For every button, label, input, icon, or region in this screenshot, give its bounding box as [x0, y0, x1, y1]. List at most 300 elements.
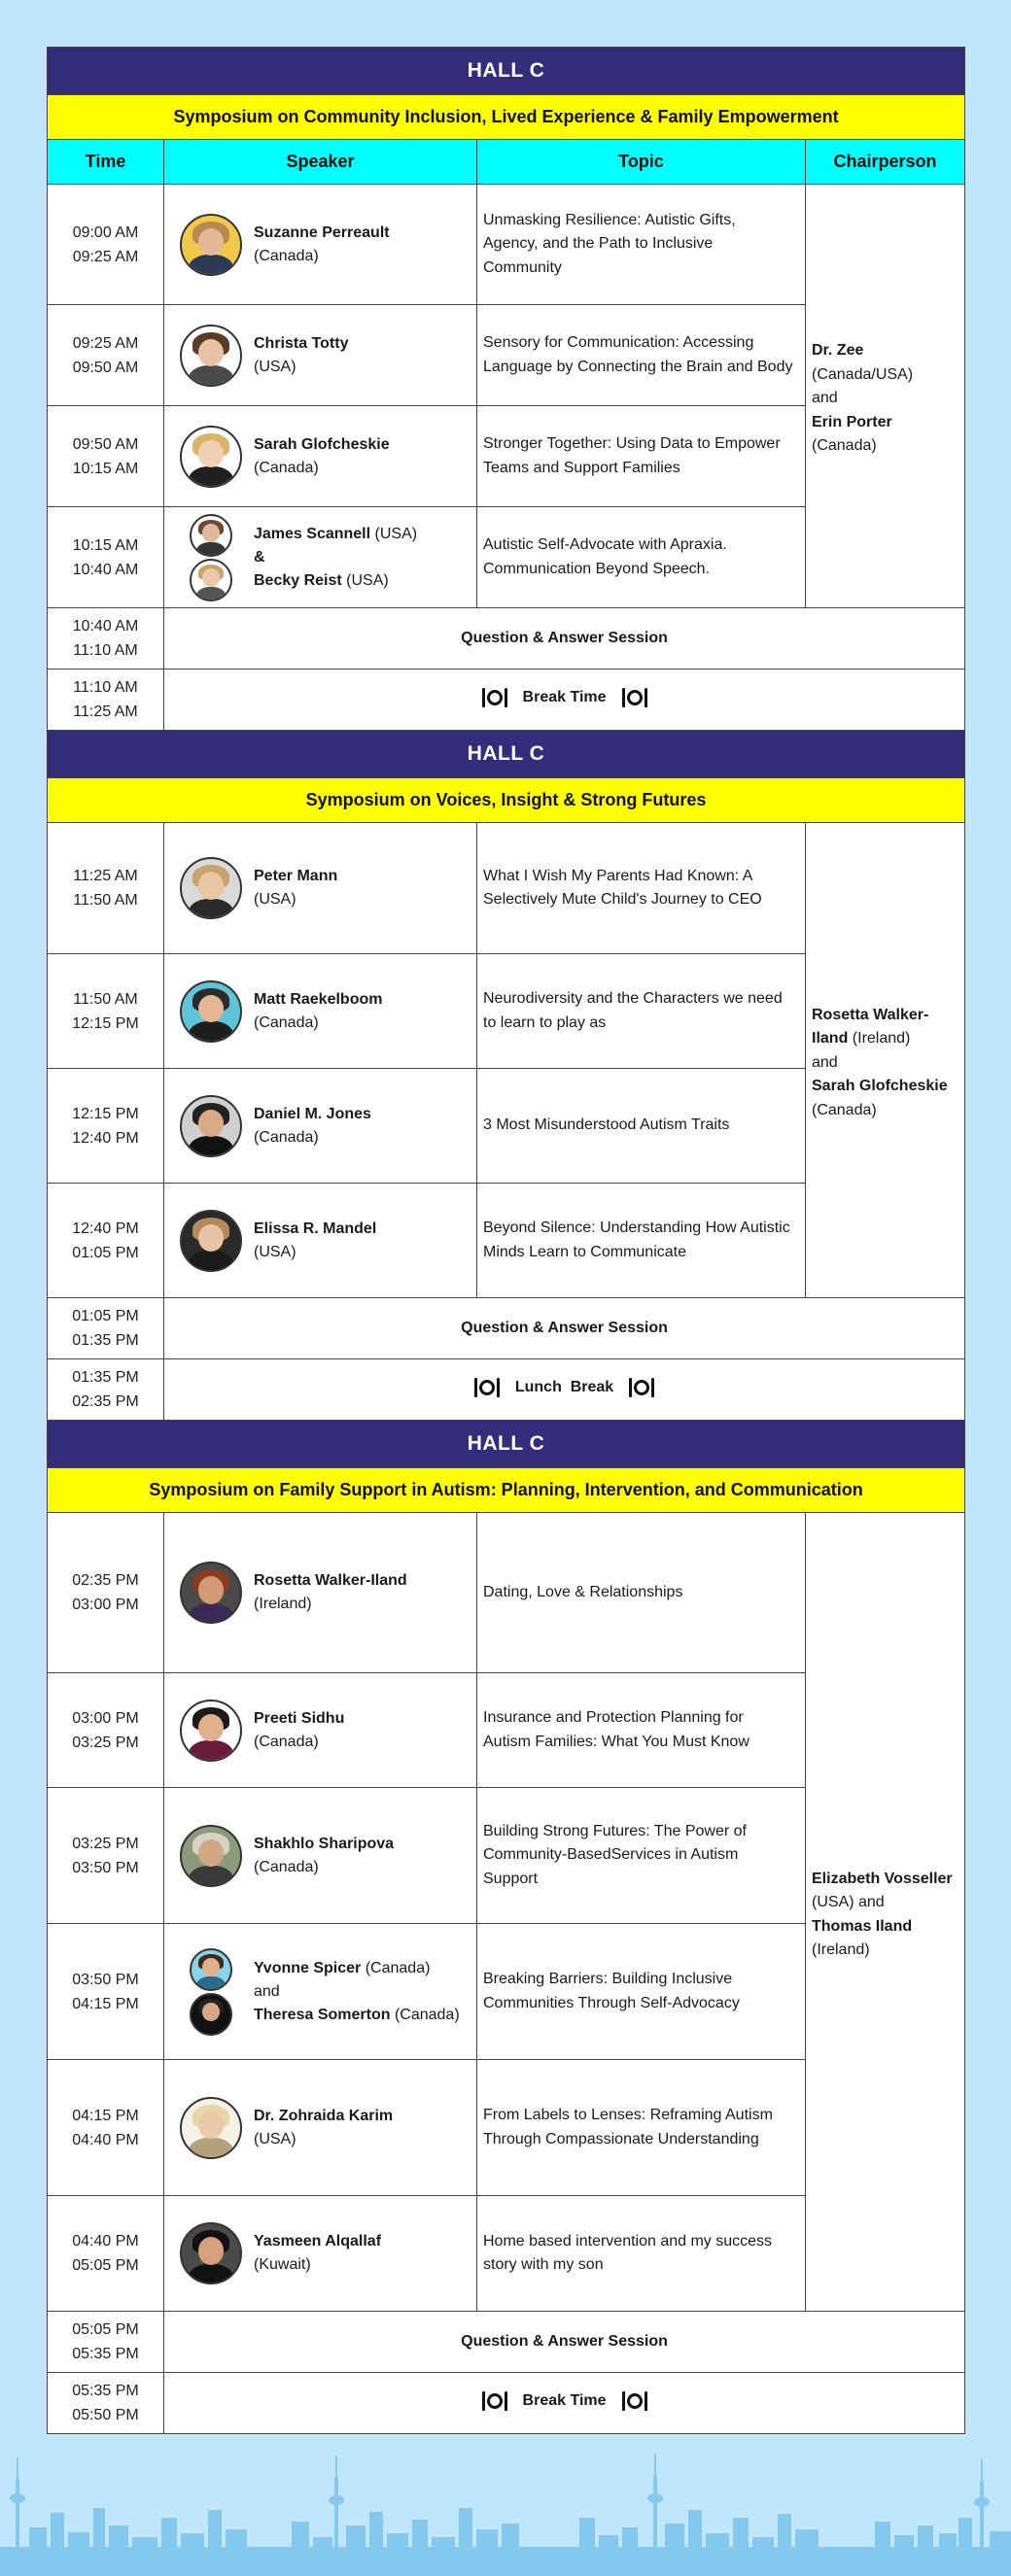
speaker-cell [164, 1184, 477, 1298]
speaker-wrap [180, 1825, 465, 1887]
speaker-avatar [180, 2222, 242, 2284]
speaker-name-line [254, 332, 348, 356]
speaker-cell [164, 507, 477, 608]
symposium-row [48, 778, 965, 823]
end-time: 05:05 PM [72, 2257, 139, 2274]
hall-header-row [48, 731, 965, 778]
speaker-name: Dr. Zohraida Karim [254, 2107, 394, 2124]
speaker-name-line [254, 2230, 381, 2253]
fork-shape [622, 688, 625, 707]
speaker-name-line [254, 988, 382, 1012]
knife-shape [505, 688, 507, 707]
dining-icon [622, 687, 647, 708]
break-label: Lunch Break [514, 1378, 614, 1395]
speaker-name-line [254, 569, 417, 593]
start-time: 11:10 AM [73, 679, 138, 696]
speaker-name-line [254, 1957, 460, 1980]
speaker-text [254, 865, 337, 911]
speaker-text [254, 1218, 376, 1264]
speaker-text [254, 332, 348, 379]
speaker-cell [164, 1788, 477, 1924]
avatar-shape [198, 1839, 224, 1868]
dining-icon [482, 2390, 507, 2412]
city-skyline-decoration [0, 2440, 1011, 2576]
speaker-cell [164, 1924, 477, 2060]
end-time: 05:35 PM [72, 2346, 139, 2362]
speaker-text [254, 2230, 381, 2277]
time-cell [48, 507, 164, 608]
speaker-country: (Canada) [254, 1733, 319, 1750]
speaker-cell [164, 2060, 477, 2196]
time-cell [48, 823, 164, 954]
speaker-name: Yvonne Spicer [254, 1959, 362, 1976]
end-time: 11:10 AM [73, 642, 138, 659]
qa-row [48, 608, 965, 670]
chairperson-name: Erin Porter [812, 413, 892, 430]
avatar-shape [198, 995, 224, 1023]
end-time: 03:25 PM [72, 1734, 139, 1751]
avatar-shape [189, 2138, 233, 2158]
plate-shape [487, 2393, 503, 2409]
plate-shape [634, 1380, 649, 1395]
avatar-shape [198, 228, 224, 257]
speaker-country: (Canada) [254, 1128, 319, 1146]
speaker-country: (USA) [254, 2130, 296, 2147]
dining-icon [474, 1377, 500, 1398]
start-time: 10:15 AM [72, 536, 139, 554]
symposium-title: Symposium on Voices, Insight & Strong Futures [48, 778, 965, 823]
speaker-avatar [180, 2097, 242, 2159]
hall-title: HALL C [48, 1421, 965, 1468]
hall-header-row [48, 48, 965, 95]
chairperson-name: Elizabeth Vosseller [812, 1870, 953, 1887]
time-cell [48, 1513, 164, 1673]
start-time: 03:00 PM [72, 1709, 139, 1727]
speaker-text [254, 1707, 344, 1754]
start-time: 04:15 PM [72, 2107, 139, 2124]
speaker-avatar [190, 559, 232, 601]
fork-shape [474, 1378, 477, 1397]
speaker-wrap [180, 1947, 465, 2037]
speaker-name: Matt Raekelboom [254, 990, 383, 1008]
avatar-shape [198, 872, 224, 900]
avatar-shape [198, 1110, 224, 1138]
knife-shape [645, 688, 647, 707]
speaker-name: Yasmeen Alqallaf [254, 2233, 382, 2250]
avatar-shape [198, 339, 224, 367]
start-time: 01:05 PM [72, 1308, 139, 1324]
fork-shape [482, 2391, 485, 2411]
chairperson-entry [812, 1868, 959, 1915]
speaker-country: (USA) [374, 525, 418, 542]
symposium-title: Symposium on Community Inclusion, Lived Experience & Family Empowerment [48, 95, 965, 140]
column-header-topic: Topic [477, 140, 806, 185]
break-label-wrap [474, 1377, 654, 1398]
speaker-avatar [180, 1825, 242, 1887]
speaker-cell [164, 305, 477, 406]
start-time: 12:15 PM [72, 1105, 139, 1122]
end-time: 01:35 PM [72, 1332, 139, 1349]
chairperson-name: Dr. Zee [812, 342, 864, 360]
end-time: 12:15 PM [72, 1014, 139, 1032]
speaker-name-line [254, 2004, 460, 2027]
start-time: 11:50 AM [73, 990, 138, 1008]
speaker-avatar [190, 514, 232, 557]
chairperson-cell [806, 823, 965, 1298]
chair-joiner: and [812, 390, 838, 407]
qa-row [48, 1298, 965, 1359]
schedule-table [47, 47, 965, 2434]
avatar-shape [198, 2112, 224, 2140]
break-cell [164, 670, 965, 731]
speaker-avatar [180, 1210, 242, 1272]
time-cell [48, 1069, 164, 1184]
speaker-wrap [180, 2097, 465, 2159]
start-time: 11:25 AM [73, 868, 138, 884]
speaker-country: (Canada) [254, 459, 319, 476]
avatar-shape [189, 1136, 233, 1156]
speaker-name: James Scannell [254, 525, 371, 542]
topic-cell: Breaking Barriers: Building Inclusive Communities Through Self-Advocacy [477, 1924, 806, 2060]
knife-shape [505, 2391, 507, 2411]
speaker-name: Elissa R. Mandel [254, 1219, 377, 1237]
speaker-avatar [180, 426, 242, 488]
speaker-name: Daniel M. Jones [254, 1105, 371, 1122]
dining-icon [622, 2390, 647, 2412]
speaker-avatar-pair [180, 513, 242, 602]
speaker-name: Rosetta Walker-Iland [254, 1572, 407, 1589]
end-time: 03:00 PM [72, 1597, 139, 1613]
knife-shape [651, 1378, 654, 1397]
speaker-country: (USA) [346, 571, 389, 589]
chairperson-country: (Canada) [812, 1101, 877, 1118]
speaker-wrap [180, 214, 465, 276]
speaker-name: Suzanne Perreault [254, 223, 390, 241]
topic-cell: What I Wish My Parents Had Known: A Selectively Mute Child's Journey to CEO [477, 823, 806, 954]
speaker-name-line [254, 1103, 371, 1126]
avatar-shape [196, 2021, 226, 2036]
start-time: 05:05 PM [72, 2321, 139, 2338]
speaker-country: (USA) [254, 891, 296, 908]
time-cell [48, 954, 164, 1069]
speaker-wrap [180, 426, 465, 488]
speaker-name-line [254, 523, 417, 546]
avatar-shape [189, 466, 233, 487]
break-cell [164, 1359, 965, 1421]
speaker-wrap [180, 1210, 465, 1272]
avatar-shape [189, 1866, 233, 1886]
qa-label: Question & Answer Session [164, 1298, 965, 1359]
topic-cell: Autistic Self-Advocate with Apraxia. Communication Beyond Speech. [477, 507, 806, 608]
time-cell [48, 1673, 164, 1788]
end-time: 11:25 AM [73, 704, 138, 720]
end-time: 10:15 AM [72, 460, 139, 477]
avatar-shape [198, 2237, 224, 2265]
topic-cell: Beyond Silence: Understanding How Autistic Minds Learn to Communicate [477, 1184, 806, 1298]
speaker-cell [164, 185, 477, 305]
end-time: 02:35 PM [72, 1393, 139, 1410]
speaker-avatar [180, 1562, 242, 1624]
avatar-shape [189, 1021, 233, 1042]
chairperson-entry [812, 411, 959, 459]
speaker-wrap [180, 980, 465, 1043]
start-time: 09:00 AM [72, 223, 139, 241]
speaker-avatar [180, 214, 242, 276]
speaker-name-line [254, 1833, 394, 1856]
start-time: 04:40 PM [72, 2233, 139, 2250]
chairperson-cell [806, 1513, 965, 2312]
speaker-country: (Kuwait) [254, 2256, 311, 2273]
chairperson-entry [812, 1915, 959, 1963]
session-row [48, 185, 965, 305]
time-cell [48, 406, 164, 507]
knife-shape [497, 1378, 500, 1397]
break-row [48, 1359, 965, 1421]
speaker-country: (Canada) [254, 1858, 319, 1875]
fork-shape [482, 688, 485, 707]
speaker-wrap [180, 857, 465, 919]
time-cell [48, 1788, 164, 1924]
avatar-shape [196, 542, 226, 557]
start-time: 12:40 PM [72, 1219, 139, 1237]
speaker-cell [164, 406, 477, 507]
plate-shape [487, 690, 503, 705]
session-row [48, 1513, 965, 1673]
plate-shape [627, 690, 643, 705]
hall-title: HALL C [48, 48, 965, 95]
topic-cell: Dating, Love & Relationships [477, 1513, 806, 1673]
chairperson-cell [806, 185, 965, 608]
speaker-country: (Canada) [254, 247, 319, 264]
chairperson-entry [812, 1075, 959, 1122]
speaker-text [254, 433, 390, 480]
chairperson-name: Thomas Iland [812, 1917, 913, 1935]
end-time: 09:50 AM [72, 359, 139, 376]
session-row [48, 823, 965, 954]
speaker-name: Theresa Somerton [254, 2006, 391, 2023]
start-time: 05:35 PM [72, 2383, 139, 2399]
speaker-avatar [190, 1993, 232, 2036]
speaker-country: (Ireland) [254, 1596, 312, 1612]
qa-row [48, 2312, 965, 2373]
topic-cell: Home based intervention and my success story with my son [477, 2196, 806, 2312]
speaker-name: Shakhlo Sharipova [254, 1835, 395, 1852]
avatar-shape [198, 1224, 224, 1253]
break-label: Break Time [522, 688, 607, 705]
start-time: 03:50 PM [72, 1971, 139, 1988]
speaker-name: Sarah Glofcheskie [254, 435, 390, 453]
avatar-shape [189, 255, 233, 275]
speaker-text [254, 2105, 393, 2151]
speaker-country: (Canada) [394, 2006, 460, 2023]
speaker-name-line [254, 865, 337, 888]
time-cell [48, 670, 164, 731]
break-label-wrap [482, 687, 647, 708]
time-cell [48, 2060, 164, 2196]
avatar-shape [189, 365, 233, 386]
chairperson-country: (Canada/USA) [812, 365, 914, 383]
fork-shape [629, 1378, 632, 1397]
start-time: 09:25 AM [72, 334, 139, 352]
avatar-shape [189, 1603, 233, 1624]
time-cell [48, 608, 164, 670]
break-label-wrap [482, 2390, 647, 2412]
chair-joiner: and [812, 1053, 838, 1071]
end-time: 04:40 PM [72, 2131, 139, 2148]
speaker-cell [164, 954, 477, 1069]
qa-label: Question & Answer Session [164, 2312, 965, 2373]
column-header-speaker: Speaker [164, 140, 477, 185]
end-time: 12:40 PM [72, 1129, 139, 1147]
chairperson-country: (Canada) [812, 437, 877, 455]
chairperson-name: Sarah Glofcheskie [812, 1078, 948, 1095]
speaker-avatar [190, 1948, 232, 1991]
symposium-row [48, 95, 965, 140]
speaker-country: (Canada) [254, 1013, 319, 1031]
speaker-avatar [180, 980, 242, 1043]
avatar-shape [189, 899, 233, 919]
knife-shape [645, 2391, 647, 2411]
dining-icon [629, 1377, 654, 1398]
speaker-text [254, 1833, 394, 1879]
speaker-wrap [180, 1700, 465, 1762]
speaker-avatar-pair [180, 1947, 242, 2037]
end-time: 09:25 AM [72, 248, 139, 265]
chairperson-name: Rosetta Walker-Iland [812, 1006, 929, 1048]
speaker-wrap [180, 2222, 465, 2284]
end-time: 05:50 PM [72, 2407, 139, 2423]
start-time: 02:35 PM [72, 1572, 139, 1589]
time-cell [48, 2196, 164, 2312]
speaker-name: Becky Reist [254, 571, 342, 589]
topic-cell: Sensory for Communication: Accessing Language by Connecting the Brain and Body [477, 305, 806, 406]
avatar-shape [198, 1576, 224, 1604]
speaker-country: (Canada) [365, 1959, 431, 1976]
start-time: 10:40 AM [72, 618, 139, 635]
avatar-shape [196, 1976, 226, 1991]
speaker-text [254, 523, 417, 593]
chairperson-entry [812, 339, 959, 387]
avatar-shape [198, 440, 224, 468]
end-time: 10:40 AM [72, 561, 139, 578]
speaker-cell [164, 1513, 477, 1673]
hall-title: HALL C [48, 731, 965, 778]
speaker-name: Peter Mann [254, 868, 338, 884]
plate-shape [627, 2393, 643, 2409]
topic-cell: Neurodiversity and the Characters we need to learn to play as [477, 954, 806, 1069]
start-time: 09:50 AM [72, 435, 139, 453]
speaker-text [254, 988, 382, 1035]
time-cell [48, 2312, 164, 2373]
speaker-name-line [254, 1218, 376, 1241]
speaker-avatar [180, 857, 242, 919]
avatar-shape [202, 524, 220, 542]
speaker-name-line [254, 1707, 344, 1731]
avatar-shape [189, 1251, 233, 1271]
chairperson-country: (USA) and [812, 1894, 885, 1910]
speaker-cell [164, 823, 477, 954]
topic-cell: From Labels to Lenses: Reframing Autism Through Compassionate Understanding [477, 2060, 806, 2196]
speaker-text [254, 1103, 371, 1150]
speaker-wrap [180, 1562, 465, 1624]
break-cell [164, 2373, 965, 2434]
speaker-cell [164, 1069, 477, 1184]
topic-cell: Unmasking Resilience: Autistic Gifts, Agency, and the Path to Inclusive Community [477, 185, 806, 305]
start-time: 03:25 PM [72, 1835, 139, 1852]
avatar-shape [202, 568, 220, 587]
start-time: 01:35 PM [72, 1369, 139, 1386]
speaker-name-line [254, 1569, 407, 1593]
speaker-text [254, 1569, 407, 1616]
end-time: 04:15 PM [72, 1995, 139, 2012]
schedule-wrapper [47, 47, 964, 2434]
chairperson-country: (Ireland) [852, 1030, 911, 1048]
speaker-name-line [254, 222, 390, 245]
speaker-avatar [180, 1700, 242, 1762]
speaker-country: (USA) [254, 1243, 296, 1260]
hall-header-row [48, 1421, 965, 1468]
speaker-joiner: & [254, 548, 265, 566]
column-header-chairperson: Chairperson [806, 140, 965, 185]
speaker-avatar [180, 1095, 242, 1157]
avatar-shape [196, 587, 226, 601]
speaker-name-line [254, 2105, 393, 2128]
chairperson-entry [812, 1004, 959, 1051]
end-time: 01:05 PM [72, 1244, 139, 1261]
column-header-time: Time [48, 140, 164, 185]
time-cell [48, 1924, 164, 2060]
time-cell [48, 2373, 164, 2434]
speaker-country: (USA) [254, 358, 296, 375]
speaker-joiner: and [254, 1982, 280, 2000]
break-row [48, 2373, 965, 2434]
time-cell [48, 1184, 164, 1298]
avatar-shape [198, 1714, 224, 1742]
speaker-name-line [254, 433, 390, 457]
topic-cell: 3 Most Misunderstood Autism Traits [477, 1069, 806, 1184]
dining-icon [482, 687, 507, 708]
chairperson-country: (Ireland) [812, 1941, 870, 1958]
avatar-shape [189, 2264, 233, 2284]
break-label: Break Time [522, 2391, 607, 2409]
speaker-avatar [180, 325, 242, 387]
time-cell [48, 1298, 164, 1359]
topic-cell: Building Strong Futures: The Power of Community-BasedServices in Autism Support [477, 1788, 806, 1924]
topic-cell: Insurance and Protection Planning for Autism Families: What You Must Know [477, 1673, 806, 1788]
column-header-row [48, 140, 965, 185]
fork-shape [622, 2391, 625, 2411]
topic-cell: Stronger Together: Using Data to Empower Teams and Support Families [477, 406, 806, 507]
avatar-shape [202, 1958, 220, 1976]
end-time: 03:50 PM [72, 1859, 139, 1876]
speaker-wrap [180, 1095, 465, 1157]
avatar-shape [202, 2003, 220, 2021]
speaker-cell [164, 2196, 477, 2312]
speaker-text [254, 1957, 460, 2027]
end-time: 11:50 AM [73, 892, 138, 909]
speaker-cell [164, 1673, 477, 1788]
speaker-wrap [180, 325, 465, 387]
speaker-wrap [180, 513, 465, 602]
qa-label: Question & Answer Session [164, 608, 965, 670]
plate-shape [479, 1380, 495, 1395]
time-cell [48, 305, 164, 406]
time-cell [48, 185, 164, 305]
symposium-row [48, 1468, 965, 1513]
time-cell [48, 1359, 164, 1421]
speaker-name: Preeti Sidhu [254, 1709, 345, 1727]
avatar-shape [189, 1740, 233, 1761]
